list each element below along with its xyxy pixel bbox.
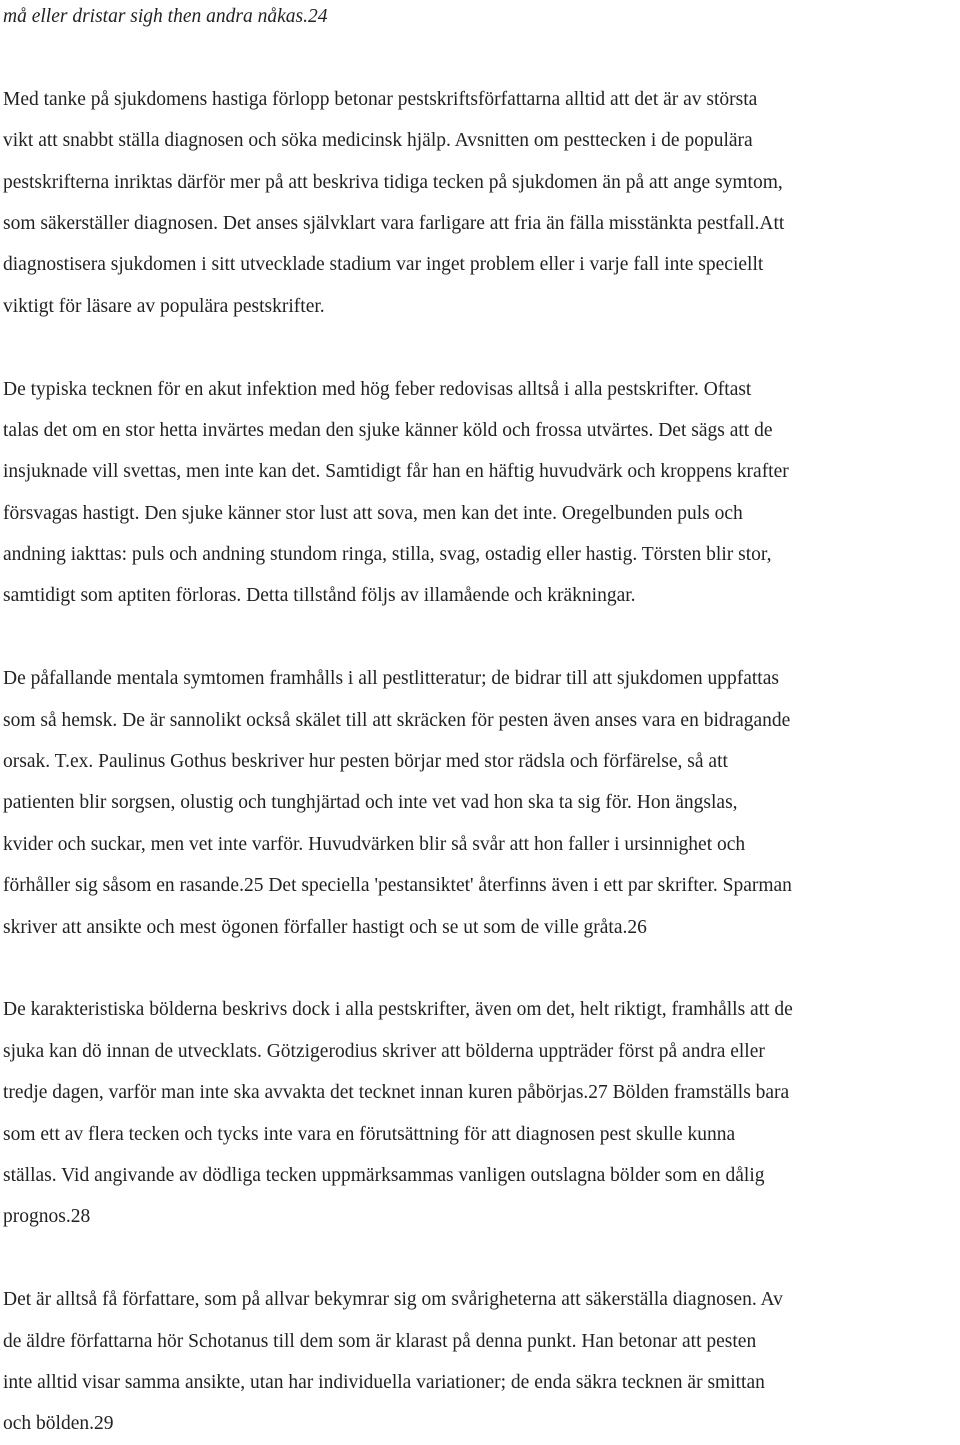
opening-line: må eller dristar sigh then andra nåkas.24	[3, 6, 328, 27]
text-line: vikt att snabbt ställa diagnosen och söka medicinsk hjälp. Avsnitten om pesttecken i de populära	[3, 130, 753, 152]
text-line: försvagas hastigt. Den sjuke känner stor lust att sova, men kan det inte. Oregelbunden puls och	[3, 502, 743, 524]
paragraph-1	[3, 79, 958, 327]
text-line: tredje dagen, varför man inte ska avvakta det tecknet innan kuren påbörjas.27 Bölden framställs bara	[3, 1082, 790, 1104]
paragraph-3	[3, 658, 958, 948]
text-line: de äldre författarna hör Schotanus till dem som är klarast på denna punkt. Han betonar att pesten	[3, 1330, 757, 1352]
paragraph-gap	[3, 948, 958, 989]
text-line: viktigt för läsare av populära pestskrifter.	[3, 295, 325, 317]
text-line: samtidigt som aptiten förloras. Detta tillstånd följs av illamående och kräkningar.	[3, 585, 636, 607]
text-line: insjuknade vill svettas, men inte kan det. Samtidigt får han en häftig huvudvärk och kroppens krafter	[3, 461, 789, 483]
paragraph-gap	[3, 37, 958, 78]
text-line: som ett av flera tecken och tycks inte vara en förutsättning för att diagnosen pest skulle kunna	[3, 1123, 736, 1145]
paragraph-gap	[3, 617, 958, 658]
text-line: ställas. Vid angivande av dödliga tecken uppmärksammas vanligen outslagna bölder som en dålig	[3, 1164, 765, 1186]
text-line: De karakteristiska bölderna beskrivs dock i alla pestskrifter, även om det, helt riktigt, framhålls att de	[3, 999, 793, 1021]
text-line: Med tanke på sjukdomens hastiga förlopp betonar pestskriftsförfattarna alltid att det är av största	[3, 88, 758, 110]
text-line: Det är alltså få författare, som på allvar bekymrar sig om svårigheterna att säkerställa diagnosen. Av	[3, 1289, 783, 1311]
text-line: inte alltid visar samma ansikte, utan har individuella variationer; de enda säkra tecknen är smittan	[3, 1371, 765, 1393]
text-line: förhåller sig såsom en rasande.25 Det speciella 'pestansiktet' återfinns även i ett par skrifter. Sparman	[3, 875, 792, 897]
paragraph-gap	[3, 1238, 958, 1279]
paragraph-gap	[3, 327, 958, 368]
text-line: kvider och suckar, men vet inte varför. Huvudvärken blir så svår att hon faller i ursinnighet och	[3, 833, 746, 855]
text-line: som säkerställer diagnosen. Det anses självklart vara farligare att fria än fälla misstänkta pestfall.Att	[3, 212, 785, 234]
text-line: orsak. T.ex. Paulinus Gothus beskriver hur pesten börjar med stor rädsla och förfärelse, så att	[3, 751, 728, 773]
text-line: diagnostisera sjukdomen i sitt utvecklade stadium var inget problem eller i varje fall inte speciellt	[3, 254, 764, 276]
paragraph-4	[3, 989, 958, 1237]
text-line: pestskrifterna inriktas därför mer på att beskriva tidiga tecken på sjukdomen än på att ange symtom,	[3, 171, 783, 193]
text-line: andning iakttas: puls och andning stundom ringa, stilla, svag, ostadig eller hastig. Törsten blir stor,	[3, 544, 772, 566]
text-line: och bölden.29	[3, 1413, 114, 1435]
text-line: sjuka kan dö innan de utvecklats. Götzigerodius skriver att bölderna uppträder först på andra eller	[3, 1040, 765, 1062]
text-line: De påfallande mentala symtomen framhålls i all pestlitteratur; de bidrar till att sjukdomen uppfattas	[3, 668, 779, 690]
text-line: prognos.28	[3, 1206, 91, 1228]
document-page	[3, 0, 958, 1445]
text-line: patienten blir sorgsen, olustig och tunghjärtad och inte vet vad hon ska ta sig för. Hon ängslas,	[3, 792, 738, 814]
text-line: skriver att ansikte och mest ögonen förfaller hastigt och se ut som de ville gråta.26	[3, 916, 647, 938]
text-line: talas det om en stor hetta invärtes medan den sjuke känner köld och frossa utvärtes. Det sägs att de	[3, 419, 773, 441]
paragraph-2	[3, 369, 958, 617]
text-line: De typiska tecknen för en akut infektion med hög feber redovisas alltså i alla pestskrifter. Oftast	[3, 378, 752, 400]
text-line: som så hemsk. De är sannolikt också skälet till att skräcken för pesten även anses vara en bidragande	[3, 709, 791, 731]
paragraph-5	[3, 1279, 958, 1445]
